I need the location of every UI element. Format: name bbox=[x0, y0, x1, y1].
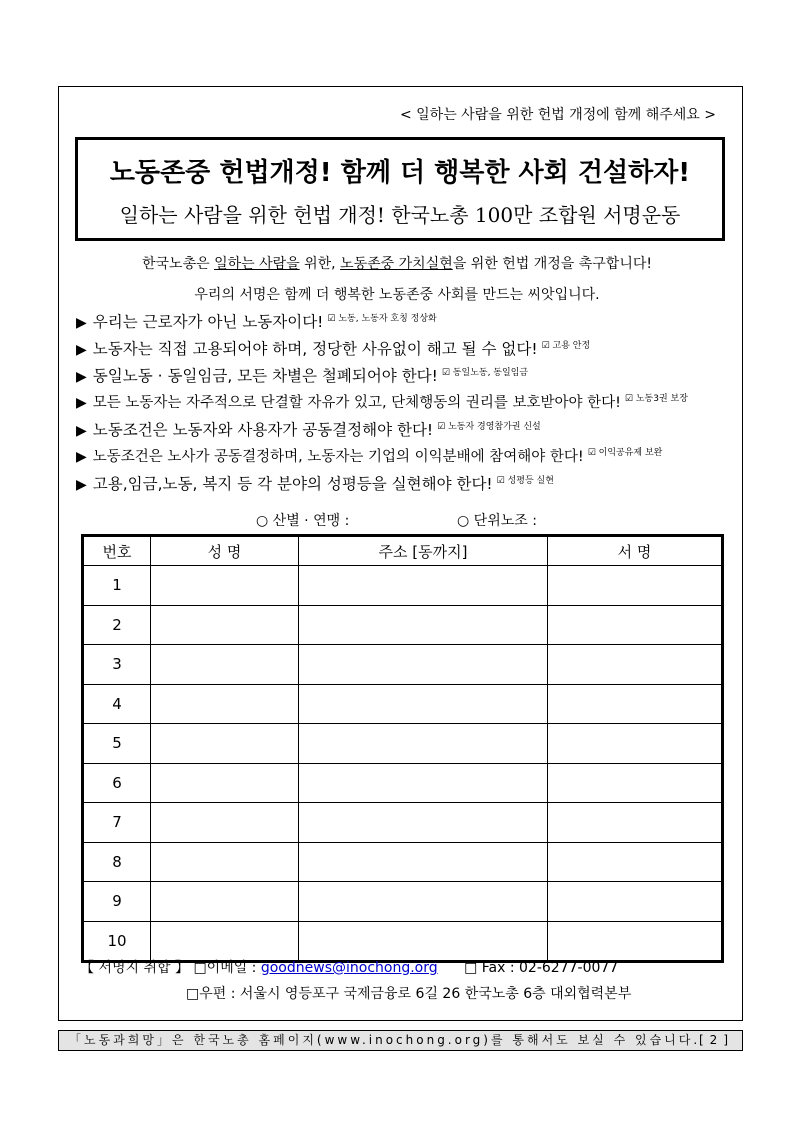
collection-post: □우편 : 서울시 영등포구 국제금융로 6길 26 한국노총 6층 대외협력본부 bbox=[186, 986, 632, 1002]
email-link[interactable]: goodnews@inochong.org bbox=[260, 960, 438, 976]
address-cell[interactable] bbox=[299, 605, 548, 645]
address-cell[interactable] bbox=[299, 763, 548, 803]
address-cell[interactable] bbox=[299, 724, 548, 764]
name-cell[interactable] bbox=[151, 566, 299, 606]
signature-cell[interactable] bbox=[548, 803, 723, 843]
footer-bar bbox=[58, 1030, 743, 1051]
check-tag: ☑ 노동자 경영참가권 신설 bbox=[437, 421, 541, 432]
page-title: 노동존중 헌법개정! 함께 더 행복한 사회 건설하자! bbox=[109, 158, 691, 188]
signature-table bbox=[81, 534, 724, 963]
name-cell[interactable] bbox=[151, 763, 299, 803]
table-row: 6 bbox=[83, 763, 723, 803]
footer-text: 「노동과희망」은 한국노총 홈페이지(www.inochong.org)를 통해서도 보실 수 있습니다. bbox=[69, 1033, 701, 1047]
signature-cell[interactable] bbox=[548, 763, 723, 803]
table-row: 4 bbox=[83, 684, 723, 724]
list-item: ▶ 노동자는 직접 고용되어야 하며, 정당한 사유없이 해고 될 수 없다! $^{☑ 고용 안정}$ bbox=[76, 340, 591, 358]
name-cell[interactable] bbox=[151, 684, 299, 724]
header-signature: 서 명 bbox=[548, 536, 723, 566]
triangle-right-icon: ▶ bbox=[76, 477, 87, 493]
signature-cell[interactable] bbox=[548, 842, 723, 882]
name-cell[interactable] bbox=[151, 882, 299, 922]
table-row: 8 bbox=[83, 842, 723, 882]
list-item: ▶ 우리는 근로자가 아닌 노동자이다! $^{☑ 노동, 노동자 호칭 정상화}$ bbox=[76, 313, 437, 331]
list-item: ▶ 동일노동 · 동일임금, 모든 차별은 철폐되어야 한다! $^{☑ 동일노동, 동일임금}$ bbox=[76, 367, 529, 385]
list-item: ▶ 노동조건은 노동자와 사용자가 공동결정해야 한다! $^{☑ 노동자 경영참가권 신설}$ bbox=[76, 421, 541, 439]
check-tag: ☑ 동일노동, 동일임금 bbox=[441, 367, 529, 378]
table-row: 5 bbox=[83, 724, 723, 764]
table-row: 1 bbox=[83, 566, 723, 606]
list-item: ▶ 고용,임금,노동, 복지 등 각 분야의 성평등을 실현해야 한다! $^{☑ 성평등 실현}$ bbox=[76, 475, 554, 493]
intro-text: 위한, bbox=[299, 256, 341, 272]
industrial-union-field[interactable]: ○ 산별 · 연맹 : bbox=[256, 513, 350, 529]
check-tag: ☑ 성평등 실현 bbox=[496, 475, 554, 486]
name-cell[interactable] bbox=[151, 842, 299, 882]
name-cell[interactable] bbox=[151, 724, 299, 764]
signature-cell[interactable] bbox=[548, 645, 723, 685]
address-cell[interactable] bbox=[299, 645, 548, 685]
check-tag: ☑ 고용 안정 bbox=[541, 340, 591, 351]
signature-cell[interactable] bbox=[548, 882, 723, 922]
triangle-right-icon: ▶ bbox=[76, 342, 87, 358]
intro-line-1 bbox=[0, 253, 794, 273]
title-box bbox=[75, 137, 725, 241]
table-row: 10 bbox=[83, 921, 723, 962]
triangle-right-icon: ▶ bbox=[76, 369, 87, 385]
fax-number: □ Fax : 02-6277-0077 bbox=[464, 960, 619, 976]
email-label: □이메일 : bbox=[193, 960, 257, 976]
address-cell[interactable] bbox=[299, 566, 548, 606]
check-tag: ☑ 노동3권 보장 bbox=[624, 394, 688, 405]
address-cell[interactable] bbox=[299, 921, 548, 962]
header-note: < 일하는 사람을 위한 헌법 개정에 함께 해주세요 > bbox=[399, 107, 716, 123]
triangle-right-icon: ▶ bbox=[76, 423, 87, 439]
signature-cell[interactable] bbox=[548, 605, 723, 645]
header-address: 주소 [동까지] bbox=[299, 536, 548, 566]
signature-cell[interactable] bbox=[548, 724, 723, 764]
check-tag: ☑ 이익공유제 보완 bbox=[587, 448, 663, 459]
triangle-right-icon: ▶ bbox=[76, 395, 87, 411]
intro-text: 한국노총은 bbox=[142, 256, 215, 272]
name-cell[interactable] bbox=[151, 803, 299, 843]
name-cell[interactable] bbox=[151, 921, 299, 962]
header-number: 번호 bbox=[83, 536, 151, 566]
page-number: [2] bbox=[699, 1033, 734, 1047]
address-cell[interactable] bbox=[299, 882, 548, 922]
intro-underline-2: 노동존중 가치실현 bbox=[340, 256, 453, 272]
points-list bbox=[76, 310, 736, 499]
intro-underline-1: 일하는 사람을 bbox=[214, 256, 300, 272]
signature-cell[interactable] bbox=[548, 921, 723, 962]
collection-label: 【 서명지 취합 】 bbox=[80, 960, 189, 976]
check-tag: ☑ 노동, 노동자 호칭 정상화 bbox=[327, 313, 437, 324]
signature-cell[interactable] bbox=[548, 684, 723, 724]
triangle-right-icon: ▶ bbox=[76, 315, 87, 331]
table-row: 7 bbox=[83, 803, 723, 843]
triangle-right-icon: ▶ bbox=[76, 449, 87, 465]
intro-text: 을 위한 헌법 개정을 촉구합니다! bbox=[452, 256, 652, 272]
name-cell[interactable] bbox=[151, 645, 299, 685]
intro-line-2: 우리의 서명은 함께 더 행복한 노동존중 사회를 만드는 씨앗입니다. bbox=[194, 287, 600, 303]
name-cell[interactable] bbox=[151, 605, 299, 645]
list-item: ▶ 모든 노동자는 자주적으로 단결할 자유가 있고, 단체행동의 권리를 보호받아야 한다! $^{☑ 노동3권 보장}$ bbox=[76, 394, 688, 411]
signature-cell[interactable] bbox=[548, 566, 723, 606]
table-row: 2 bbox=[83, 605, 723, 645]
list-item: ▶ 노동조건은 노사가 공동결정하며, 노동자는 기업의 이익분배에 참여해야 한다! $^{☑ 이익공유제 보완}$ bbox=[76, 448, 663, 465]
address-cell[interactable] bbox=[299, 803, 548, 843]
address-cell[interactable] bbox=[299, 842, 548, 882]
page-subtitle: 일하는 사람을 위한 헌법 개정! 한국노총 100만 조합원 서명운동 bbox=[119, 203, 681, 227]
header-name: 성 명 bbox=[151, 536, 299, 566]
unit-union-field[interactable]: ○ 단위노조 : bbox=[457, 513, 537, 529]
table-header-row bbox=[83, 536, 723, 566]
collection-line-1 bbox=[80, 957, 618, 977]
table-row: 3 bbox=[83, 645, 723, 685]
table-row: 9 bbox=[83, 882, 723, 922]
address-cell[interactable] bbox=[299, 684, 548, 724]
